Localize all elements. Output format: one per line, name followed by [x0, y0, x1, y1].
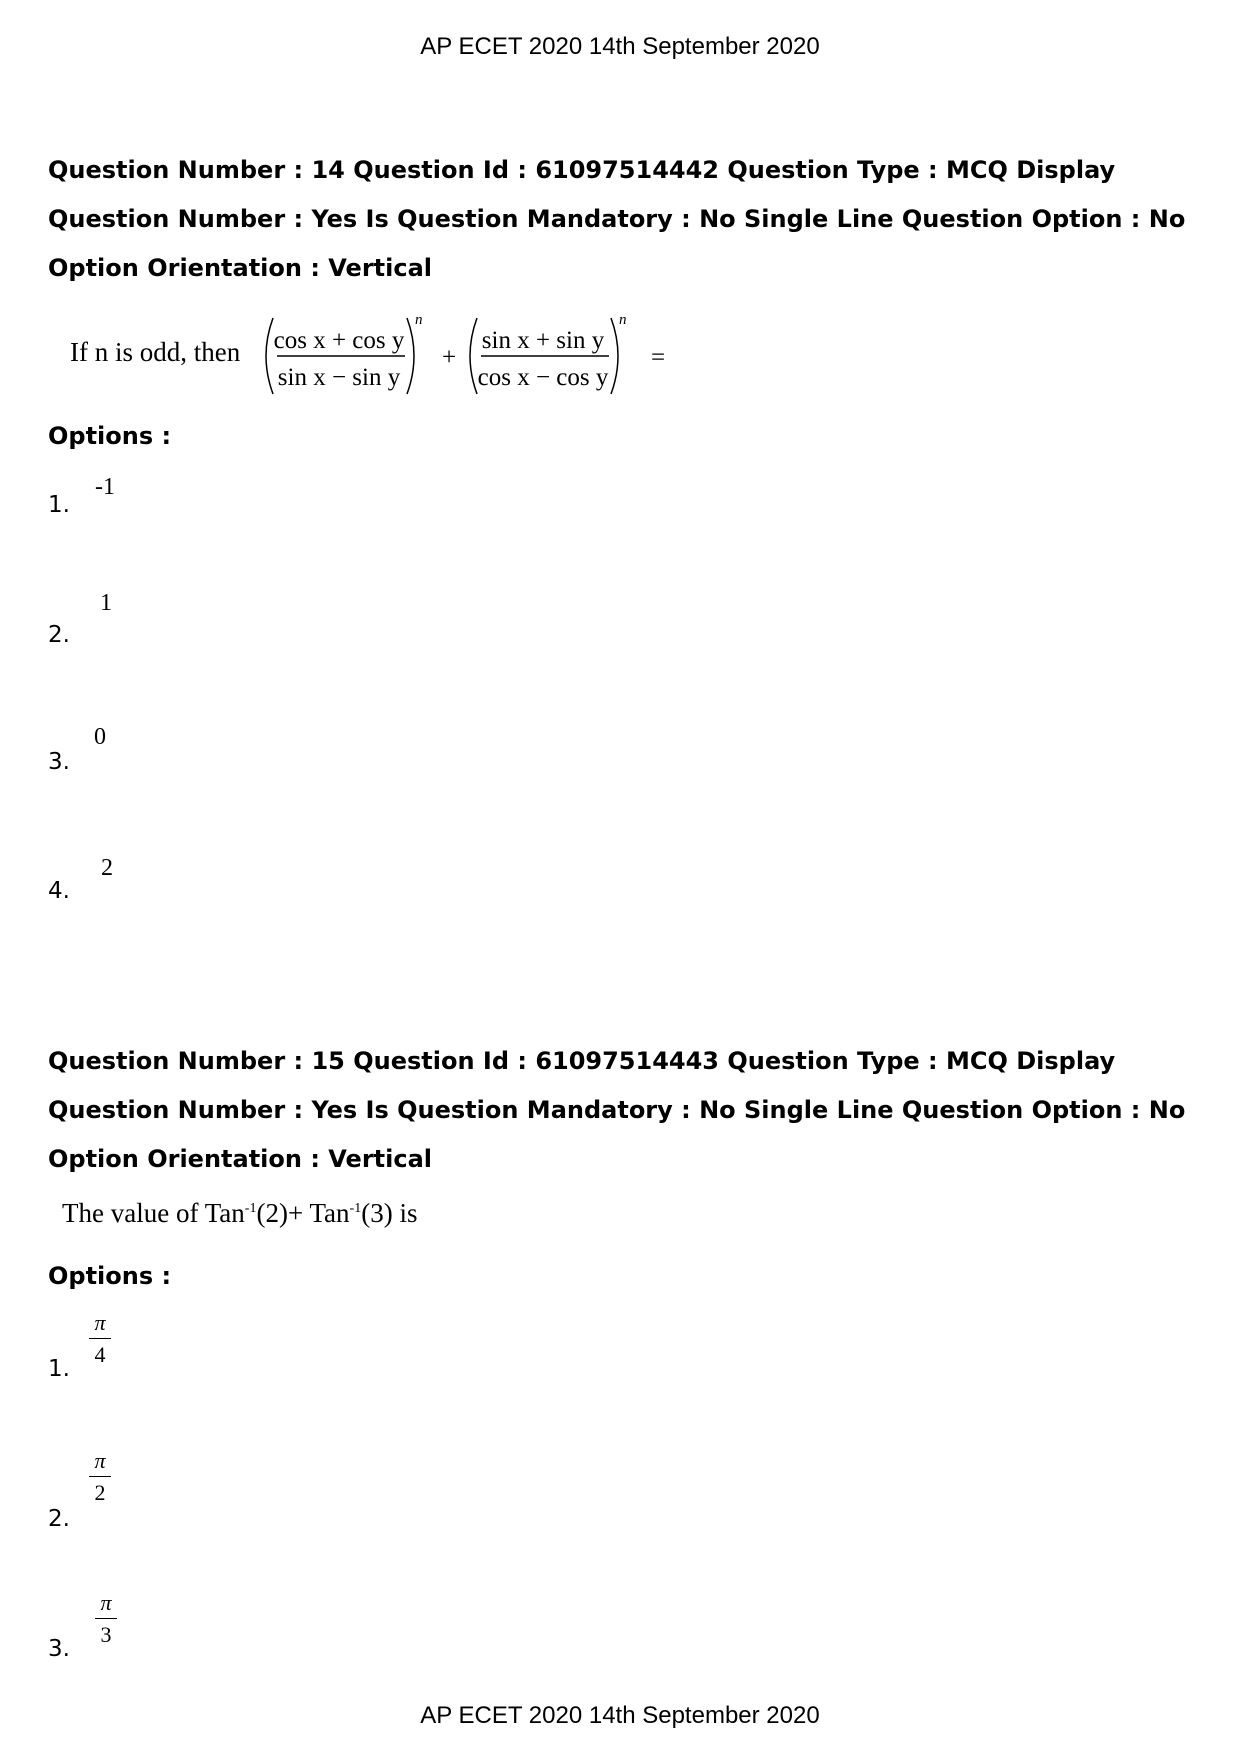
question-14-meta: Question Number : 14 Question Id : 61097514442 Question Type : MCQ Display Question Number : Yes Is Question Mandatory : No Single Line Question Option : No Option Orientation : Vertical: [48, 156, 1186, 282]
fraction-2-denominator: cos x − cos y: [477, 364, 609, 391]
fraction-numerator: π: [100, 1590, 112, 1615]
fraction-2-numerator: sin x + sin y: [481, 327, 605, 354]
question-14-options-label: Options :: [48, 422, 172, 450]
page-footer: AP ECET 2020 14th September 2020: [420, 1702, 820, 1729]
option-number: 1.: [48, 1356, 70, 1382]
option-fraction: [95, 1590, 117, 1648]
exponent-1: n: [415, 312, 423, 328]
fraction-denominator: 2: [94, 1480, 106, 1505]
option-value: -1: [95, 474, 115, 500]
stem-part-b: (2)+ Tan: [256, 1198, 350, 1228]
question-14-stem-prefix: If n is odd, then: [70, 337, 241, 367]
exponent-2: n: [619, 312, 627, 328]
fraction-numerator: π: [94, 1310, 106, 1335]
fraction-bar: [89, 1338, 111, 1339]
stem-superscript-1: -1: [244, 1201, 257, 1216]
plus-sign: +: [442, 344, 457, 371]
question-15-options-label: Options :: [48, 1262, 172, 1290]
option-number: 1.: [48, 492, 70, 518]
question-14-expression: [255, 310, 685, 402]
fraction-denominator: 4: [94, 1342, 106, 1367]
stem-part-c: (3) is: [361, 1198, 418, 1228]
option-number: 3.: [48, 1636, 70, 1662]
option-fraction: [89, 1448, 111, 1506]
option-number: 2.: [48, 622, 70, 648]
stem-superscript-2: -1: [349, 1201, 362, 1216]
option-fraction: [89, 1310, 111, 1368]
option-value: 1: [100, 590, 112, 616]
page-header: AP ECET 2020 14th September 2020: [420, 33, 820, 60]
fraction-bar: [95, 1618, 117, 1619]
equals-sign: =: [651, 344, 666, 371]
option-value: 2: [101, 855, 113, 881]
question-15-meta: Question Number : 15 Question Id : 61097514443 Question Type : MCQ Display Question Number : Yes Is Question Mandatory : No Single Line Question Option : No Option Orientation : Vertical: [48, 1047, 1186, 1173]
option-number: 3.: [48, 749, 70, 775]
option-number: 2.: [48, 1506, 70, 1532]
fraction-numerator: π: [94, 1448, 106, 1473]
fraction-denominator: 3: [100, 1622, 112, 1647]
option-number: 4.: [48, 878, 70, 904]
stem-part-a: The value of Tan: [62, 1198, 245, 1228]
fraction-1-denominator: sin x − sin y: [277, 364, 401, 391]
option-value: 0: [94, 724, 106, 750]
fraction-bar: [89, 1476, 111, 1477]
fraction-1-numerator: cos x + cos y: [273, 327, 405, 354]
question-15-stem: [62, 1198, 417, 1229]
